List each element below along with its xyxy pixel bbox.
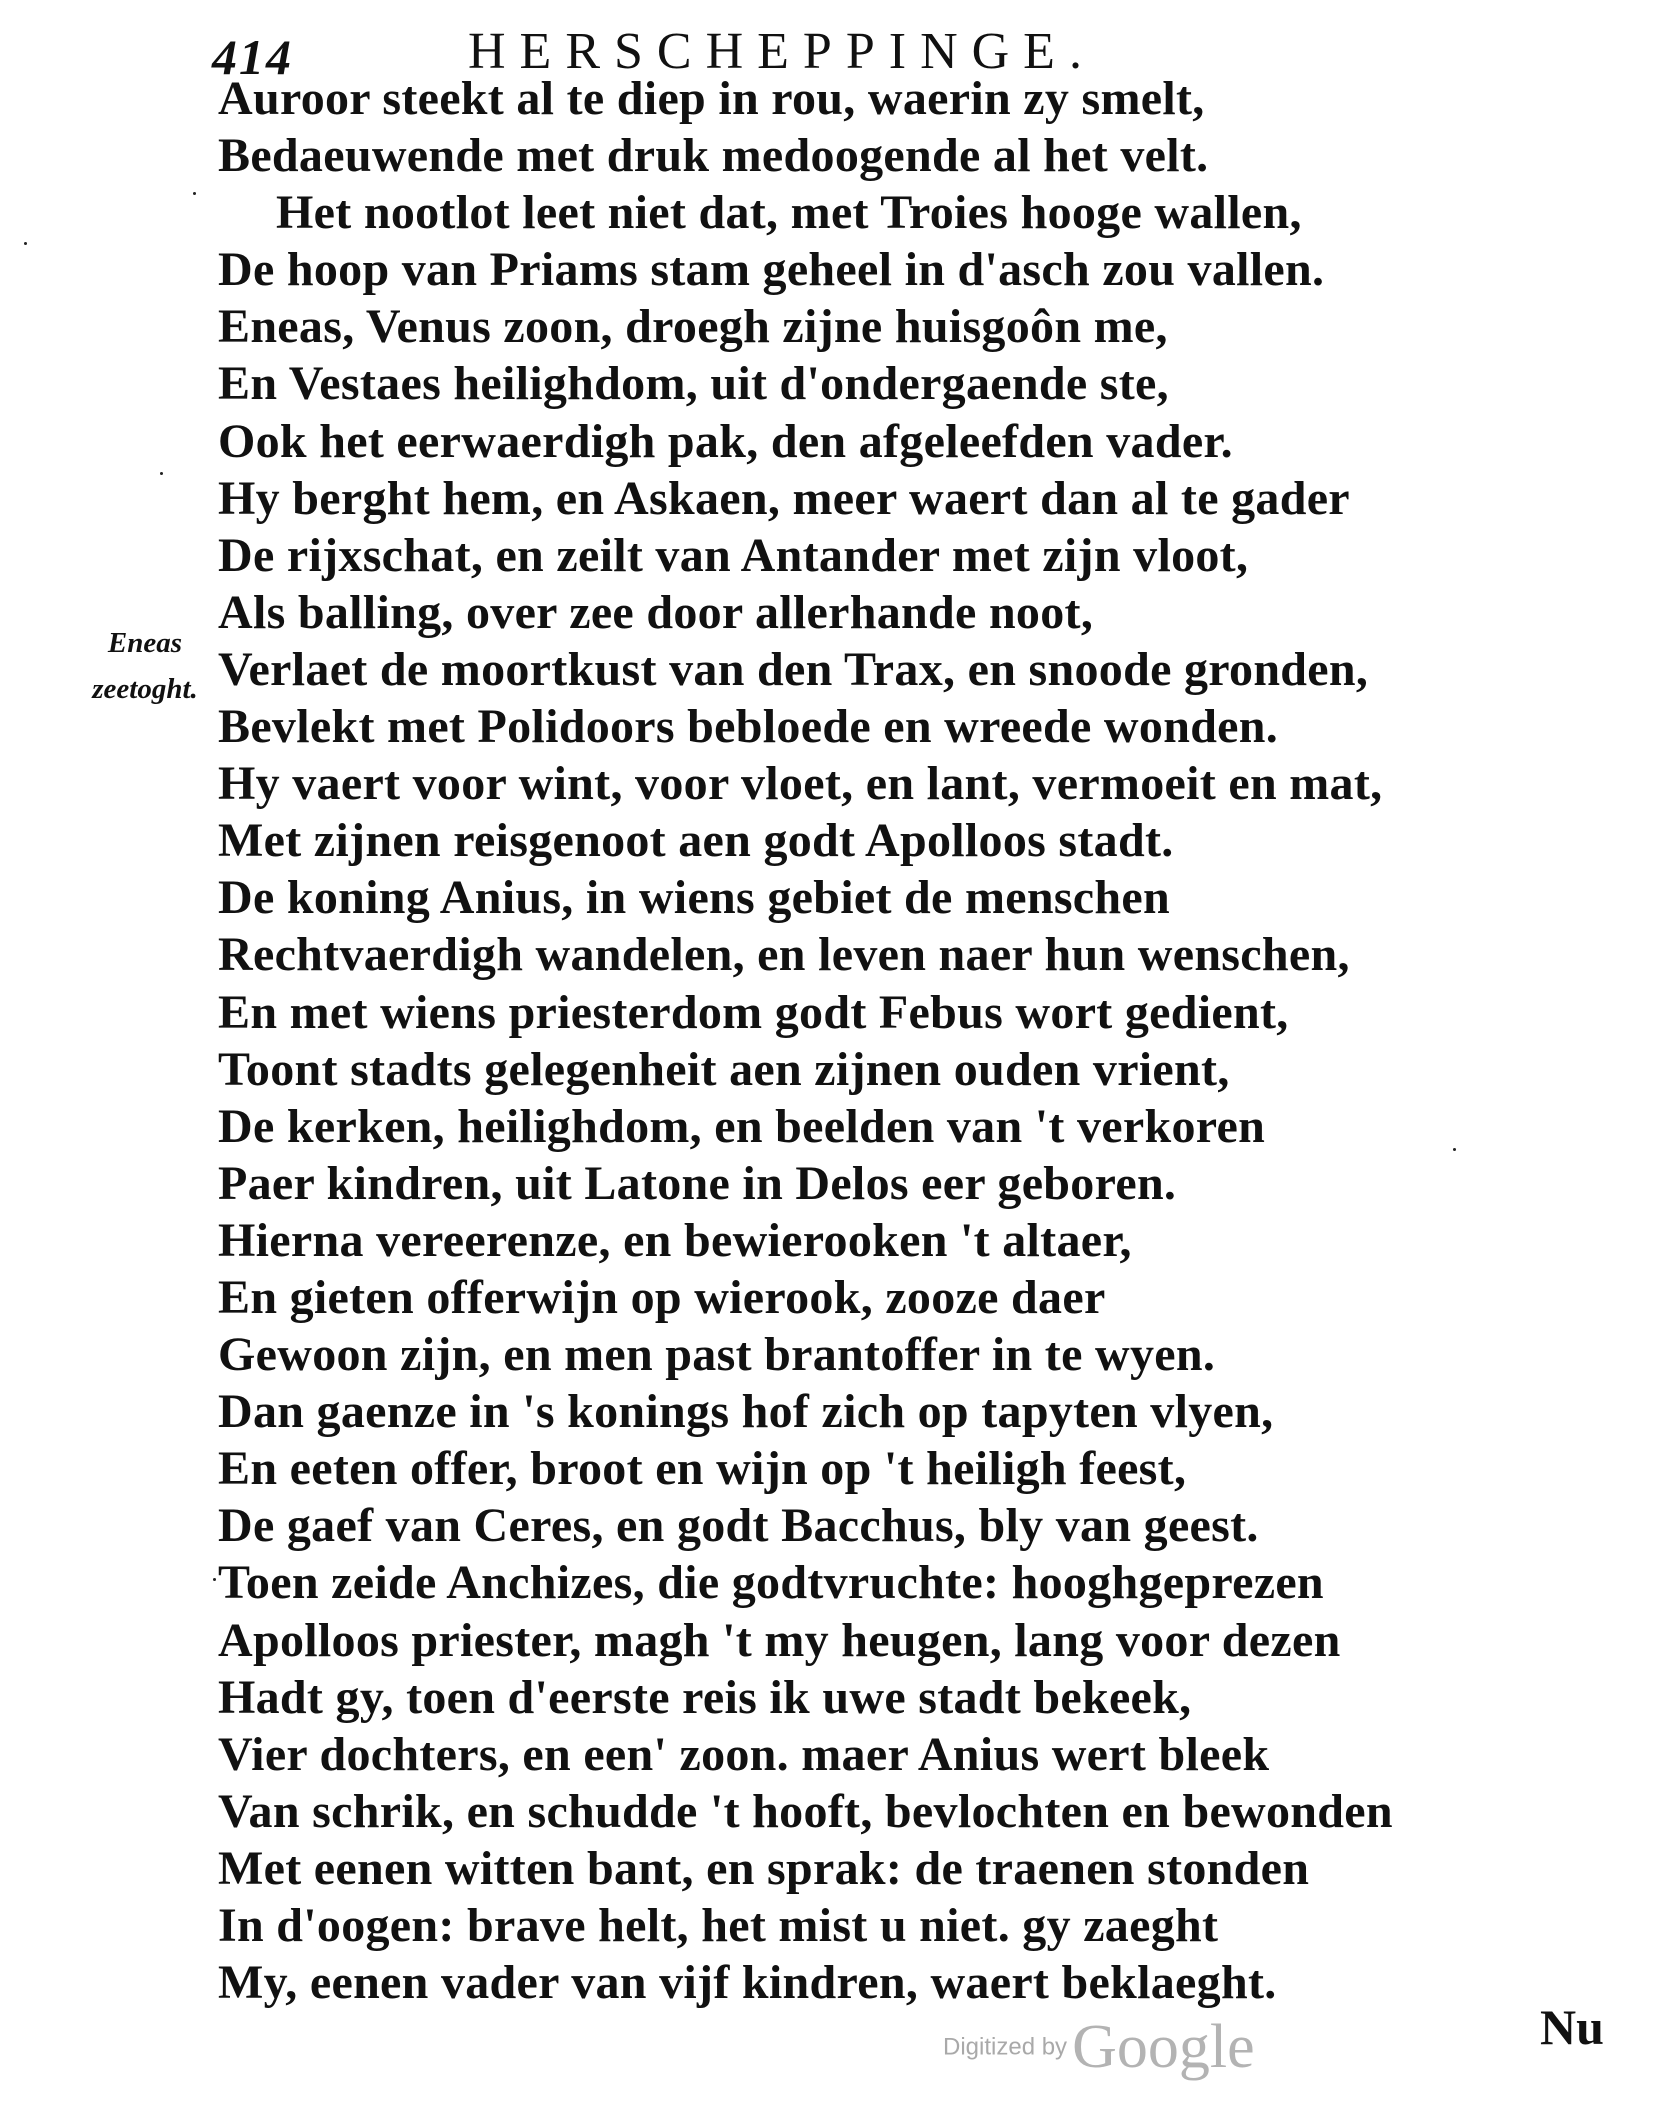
watermark-logo: Google <box>1072 2013 1255 2081</box>
verse-line: Hy berght hem, en Askaen, meer waert dan al te gader <box>218 471 1350 525</box>
verse-line: Bevlekt met Polidoors bebloede en wreede wonden. <box>218 700 1279 754</box>
ink-speck <box>1453 1148 1456 1151</box>
verse-line: Apolloos priester, magh 't my heugen, lang voor dezen <box>218 1613 1341 1667</box>
verse-line: Paer kindren, uit Latone in Delos eer geboren. <box>218 1156 1177 1210</box>
ink-speck <box>24 242 27 245</box>
verse-line: Gewoon zijn, en men past brantoffer in te wyen. <box>218 1328 1216 1382</box>
verse-line: Verlaet de moortkust van den Trax, en snoode gronden, <box>218 642 1369 696</box>
verse-line: Als balling, over zee door allerhande noot, <box>218 585 1094 639</box>
verse-line: De kerken, heilighdom, en beelden van 't verkoren <box>218 1099 1266 1153</box>
verse-line: En gieten offerwijn op wierook, zooze daer <box>218 1270 1106 1324</box>
verse-line: Vier dochters, en een' zoon. maer Anius wert bleek <box>218 1727 1270 1781</box>
verse-line: Ook het eerwaerdigh pak, den afgeleefden vader. <box>218 414 1233 468</box>
verse-line: Hy vaert voor wint, voor vloet, en lant, vermoeit en mat, <box>218 757 1383 811</box>
verse-line: My, eenen vader van vijf kindren, waert beklaeght. <box>218 1956 1277 2010</box>
digitized-watermark <box>943 2012 1255 2083</box>
verse-line: Hierna vereerenze, en bewierooken 't altaer, <box>218 1213 1132 1267</box>
verse-line: Eneas, Venus zoon, droegh zijne huisgoôn me, <box>218 300 1168 354</box>
verse-line: En eeten offer, broot en wijn op 't heiligh feest, <box>218 1442 1187 1496</box>
verse-line: Toen zeide Anchizes, die godtvruchte: hooghgeprezen <box>218 1556 1324 1610</box>
verse-line: De koning Anius, in wiens gebiet de menschen <box>218 871 1171 925</box>
catchword: Nu <box>1540 1999 1604 2055</box>
watermark-prefix: Digitized by <box>943 2033 1068 2061</box>
verse-line: Bedaeuwende met druk medoogende al het velt. <box>218 129 1209 183</box>
verse-line: Met eenen witten bant, en sprak: de traenen stonden <box>218 1841 1310 1895</box>
verse-line: De gaef van Ceres, en godt Bacchus, bly van geest. <box>218 1499 1259 1553</box>
verse-line: Het nootlot leet niet dat, met Troies hooge wallen, <box>276 186 1302 240</box>
ink-speck <box>193 192 196 195</box>
margin-note <box>70 620 220 712</box>
verse-line: In d'oogen: brave helt, het mist u niet. gy zaeght <box>218 1899 1219 1952</box>
running-head: HERSCHEPPINGE. <box>468 23 1096 80</box>
verse-line: En met wiens priesterdom godt Febus wort gedient, <box>218 985 1289 1039</box>
verse-line: Hadt gy, toen d'eerste reis ik uwe stadt bekeek, <box>218 1670 1192 1724</box>
verse-line: Van schrik, en schudde 't hooft, bevlochten en bewonden <box>218 1784 1393 1838</box>
margin-note-line: zeetoght. <box>92 673 198 705</box>
verse-text <box>218 70 1638 2011</box>
verse-line: Dan gaenze in 's konings hof zich op tapyten vlyen, <box>218 1385 1274 1439</box>
page-number: 414 <box>212 29 293 85</box>
margin-note-line: Eneas <box>107 627 183 659</box>
verse-line: Toont stadts gelegenheit aen zijnen ouden vrient, <box>218 1042 1230 1096</box>
ink-speck <box>213 1578 216 1581</box>
verse-line: En Vestaes heilighdom, uit d'ondergaende ste, <box>218 357 1169 411</box>
verse-line: De hoop van Priams stam geheel in d'asch zou vallen. <box>218 243 1325 297</box>
ink-speck <box>160 472 163 475</box>
verse-line: Auroor steekt al te diep in rou, waerin zy smelt, <box>218 72 1205 125</box>
verse-line: Rechtvaerdigh wandelen, en leven naer hun wenschen, <box>218 928 1350 982</box>
verse-line: Met zijnen reisgenoot aen godt Apolloos stadt. <box>218 814 1174 868</box>
verse-line: De rijxschat, en zeilt van Antander met zijn vloot, <box>218 528 1249 582</box>
